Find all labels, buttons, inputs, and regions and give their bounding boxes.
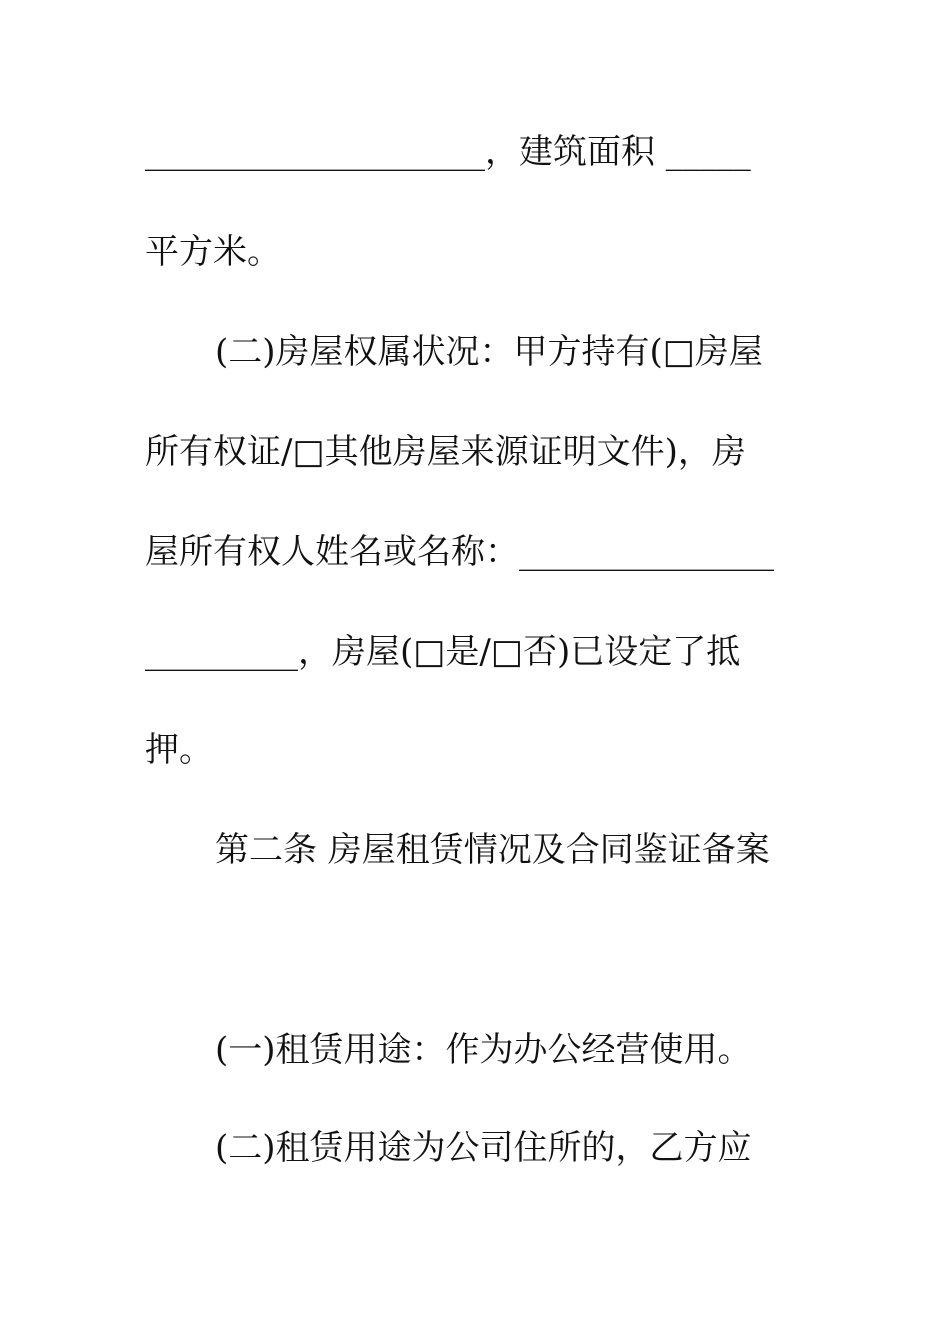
text-line-lease-purpose: (一)租赁用途：作为办公经营使用。 bbox=[215, 1030, 752, 1070]
text-line-mortgage-status: _________，房屋(□是/□否)已设定了抵 bbox=[145, 632, 741, 672]
text-line-company-address-purpose: (二)租赁用途为公司住所的，乙方应 bbox=[215, 1128, 752, 1168]
text-line-square-meters: 平方米。 bbox=[145, 232, 281, 272]
text-line-owner-name: 屋所有权人姓名或名称：_______________ bbox=[145, 532, 774, 572]
text-line-building-area: ____________________，建筑面积 _____ bbox=[145, 132, 751, 172]
text-line-mortgage-end: 押。 bbox=[145, 730, 213, 770]
text-line-ownership-status: (二)房屋权属状况：甲方持有(□房屋 bbox=[215, 332, 763, 372]
text-line-ownership-documents: 所有权证/□其他房屋来源证明文件)，房 bbox=[145, 432, 746, 472]
section-heading-article-two: 第二条 房屋租赁情况及合同鉴证备案 bbox=[215, 830, 770, 870]
